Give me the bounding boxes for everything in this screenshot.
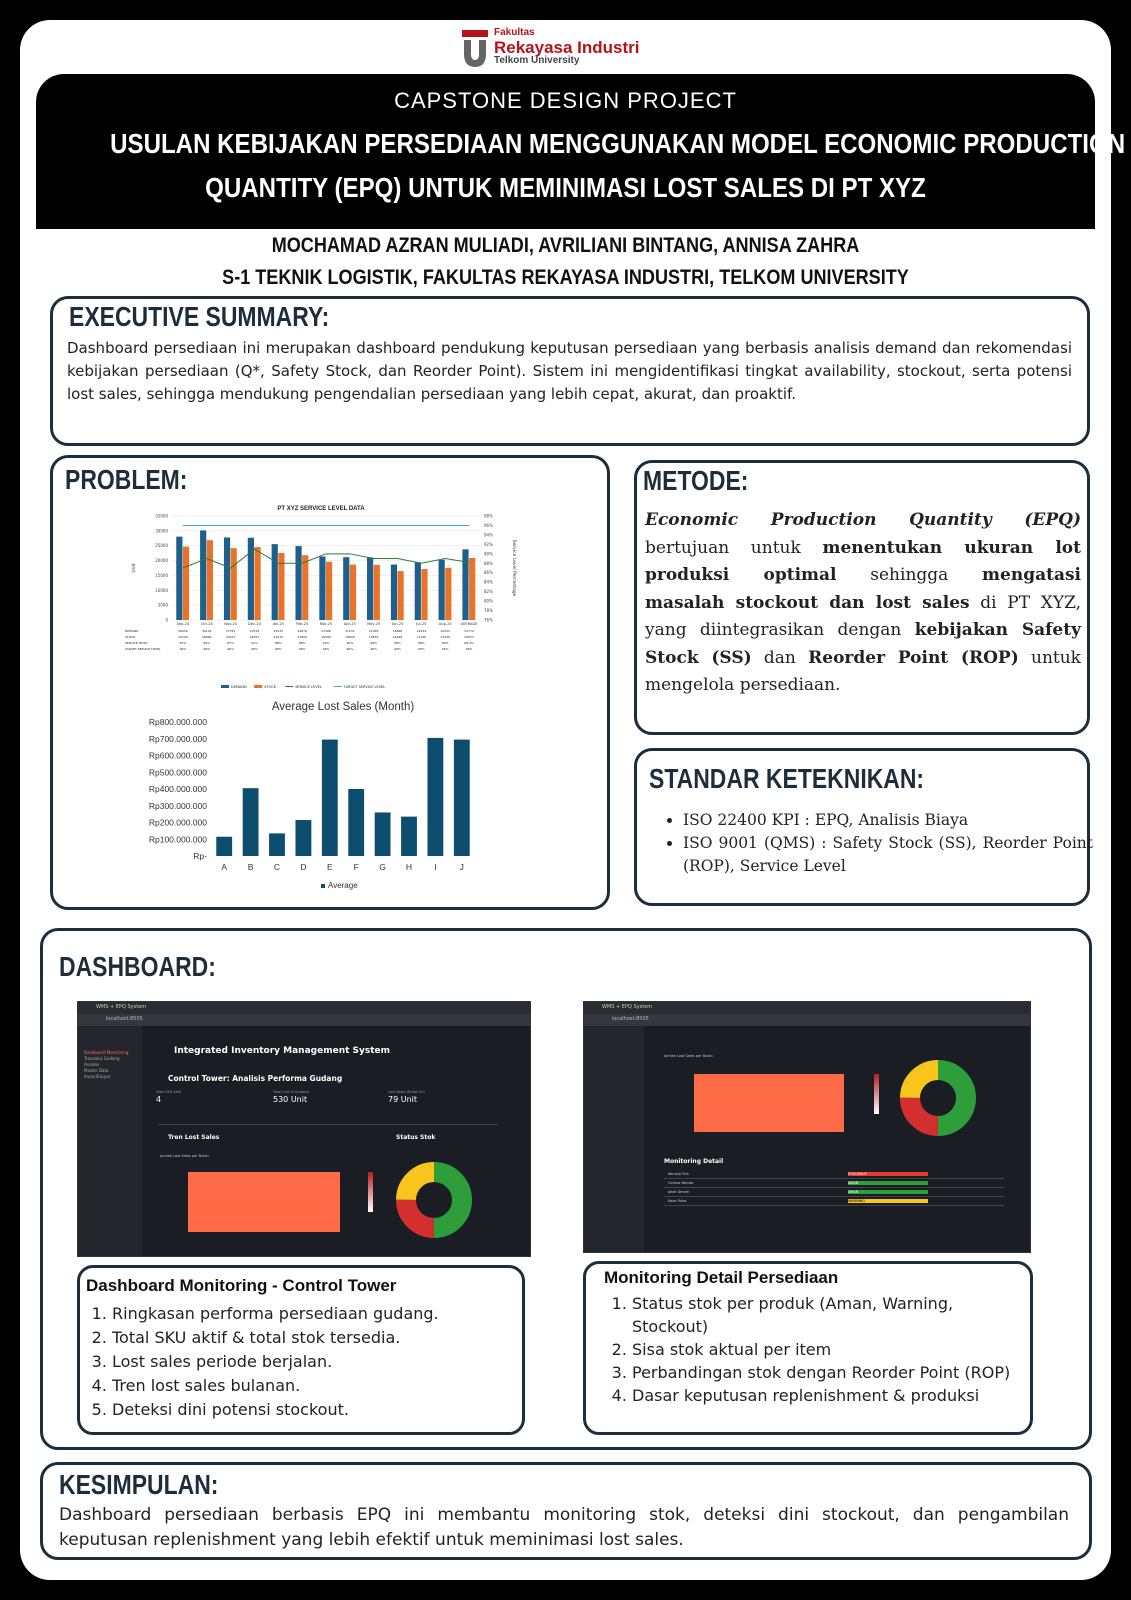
telkom-logo-icon — [460, 28, 490, 68]
table-cell: 23774 — [464, 629, 474, 633]
status-title: Status Stok — [396, 1134, 436, 1141]
status-donut — [394, 1160, 474, 1240]
caption-list — [600, 1292, 1022, 1407]
table-cell: 19599 — [321, 635, 331, 639]
metode-text — [645, 507, 1081, 700]
caption-title: Dashboard Monitoring - Control Tower — [86, 1276, 397, 1295]
bar-average — [401, 817, 417, 856]
legend-label: Average — [328, 881, 358, 890]
table-cell: 21132 — [345, 629, 355, 633]
table-cell: 24709 — [178, 635, 188, 639]
bar-average — [322, 740, 338, 856]
legend-swatch — [254, 685, 262, 688]
table-row-label: TARGET SERVICE LEVEL — [125, 647, 161, 651]
x-tick-label: C — [273, 862, 281, 872]
metode-t2: bertujuan untuk — [645, 537, 823, 558]
standar-heading: STANDAR KETEKNIKAN: — [649, 763, 925, 794]
bar-demand — [176, 537, 182, 620]
detail-table — [664, 1170, 1004, 1206]
colorbar — [874, 1074, 879, 1114]
bar-demand — [272, 544, 278, 620]
status-cell: AMAN — [848, 1181, 928, 1185]
table-cell: 96% — [251, 647, 258, 651]
x-tick-label: E — [326, 862, 333, 872]
metode-epq: Economic Production Quantity (EPQ) — [645, 510, 1081, 530]
status-cell: AMAN — [848, 1190, 928, 1194]
colorbar — [368, 1172, 373, 1212]
bar-stock — [207, 540, 213, 620]
authors: MOCHAMAD AZRAN MULIADI, AVRILIANI BINTANG, ANNISA ZAHRA — [271, 234, 860, 257]
table-cell: 96% — [370, 647, 378, 651]
bar-stock — [469, 558, 475, 620]
table-row — [664, 1170, 1004, 1179]
y2-tick-label: 76% — [484, 617, 493, 623]
project-title-line1: USULAN KEBIJAKAN PERSEDIAAN MENGGUNAKAN MODEL ECONOMIC PRODUCTION — [110, 128, 1126, 159]
table-cell: 96% — [203, 647, 211, 651]
browser-addressbar — [78, 1014, 530, 1026]
chart-title: Jumlah Lost Sales per Bulan — [664, 1054, 713, 1058]
bar-stock — [421, 569, 427, 620]
y2-tick-label: 98% — [484, 513, 493, 519]
table-cell: 25533 — [273, 629, 284, 633]
metode-t3: menentukan ukuran lot produksi optimal — [645, 537, 1081, 585]
bar-stock — [183, 547, 189, 620]
x-tick-label: D — [300, 862, 307, 872]
y-tick-label: 25000 — [155, 543, 168, 549]
legend-label: DEMAND — [231, 685, 247, 689]
y2-tick-label: 84% — [484, 579, 493, 585]
metode-t9: Reorder Point (ROP) — [808, 647, 1019, 668]
y-tick-label: 10000 — [155, 587, 168, 593]
table-cell: 18555 — [368, 635, 379, 639]
chart-title: Average Lost Sales (Month) — [271, 701, 415, 713]
table-cell: 26865 — [201, 635, 212, 639]
legend-label: TARGET SERVICE LEVEL — [343, 685, 386, 689]
standar-list — [663, 809, 1093, 878]
x-tick-label: A — [221, 862, 228, 872]
bar-average — [295, 820, 311, 856]
x-tick-label: Jul-25 — [416, 622, 427, 626]
table-cell: 19434 — [416, 629, 427, 633]
sidebar-item[interactable]: Dashboard Monitoring — [84, 1050, 129, 1055]
bar-demand — [295, 546, 301, 620]
y-tick-label: Rp500.000.000 — [148, 767, 207, 778]
app-title: Integrated Inventory Management System — [174, 1046, 391, 1056]
trend-title: Tren Lost Sales — [168, 1134, 220, 1141]
table-row — [664, 1197, 1004, 1206]
dashboard-screenshot-left — [77, 1001, 531, 1257]
x-tick-label: Nov-24 — [224, 622, 238, 626]
standar-item: • ISO 9001 (QMS) : Safety Stock (SS), Reorder Point (ROP), Service Level — [683, 832, 1093, 878]
table-cell: 89% — [203, 641, 211, 645]
metode-t5: mengatasi masalah stockout dan lost sales — [645, 565, 1082, 613]
y2-tick-label: 82% — [484, 589, 493, 595]
bar-stock — [350, 565, 356, 620]
kpi-value: 530 Unit — [273, 1095, 308, 1104]
kesimpulan-text: Dashboard persediaan berbasis EPQ ini membantu monitoring stok, deteksi dini stockout, dan pengambilan keputusan replenishment yang lebih efektif untuk meminimasi lost sales. — [59, 1505, 1069, 1550]
y-tick-label: 15000 — [155, 572, 168, 578]
browser-tab: WMS + EPQ System — [96, 1004, 147, 1010]
table-cell: 18648 — [345, 635, 355, 639]
executive-summary-box — [50, 296, 1090, 446]
table-cell: 96% — [298, 647, 306, 651]
lost-sales-bar — [694, 1074, 844, 1132]
metode-heading: METODE: — [643, 465, 749, 496]
app-section-title: Control Tower: Analisis Performa Gudang — [168, 1074, 343, 1083]
x-tick-label: May-25 — [367, 622, 381, 626]
bar-stock — [231, 548, 237, 620]
x-tick-label: Oct-24 — [200, 622, 213, 626]
dashboard-left-caption — [77, 1265, 525, 1435]
table-cell: 90% — [346, 641, 354, 645]
table-row-label: DEMAND — [125, 629, 139, 633]
browser-url: localhost:8505 — [612, 1016, 649, 1022]
bar-demand — [343, 557, 349, 620]
logo-line1: Fakultas — [494, 27, 535, 38]
detail-title: Monitoring Detail — [664, 1158, 724, 1165]
logo-line2: Rekayasa Industri — [494, 37, 640, 57]
table-cell: 21065 — [368, 629, 379, 633]
table-cell: 18666 — [392, 629, 403, 633]
metode-t10: untuk mengelola persediaan. — [645, 647, 1081, 695]
table-cell: 24879 — [297, 629, 307, 633]
lost-sales-chart — [145, 698, 485, 898]
x-tick-label: B — [247, 862, 254, 872]
browser-tab: WMS + EPQ System — [602, 1004, 653, 1010]
x-tick-label: Aug-25 — [438, 622, 452, 626]
logo-line3: Telkom University — [494, 55, 580, 67]
bar-demand — [367, 557, 373, 620]
table-cell: 91% — [251, 641, 258, 645]
metode-t8: dan — [751, 647, 809, 668]
bar-average — [216, 837, 232, 856]
table-cell: 17546 — [440, 635, 451, 639]
bar-stock — [302, 555, 308, 620]
standar-box — [634, 748, 1093, 906]
metode-t7: kebijakan Safety Stock (SS) — [645, 620, 1081, 668]
bar-demand — [391, 565, 397, 620]
table-cell: 88% — [418, 641, 425, 645]
status-cell: STOCKOUT — [848, 1172, 928, 1176]
table-cell: 88% — [298, 641, 306, 645]
x-tick-label: Apr-25 — [343, 622, 356, 626]
table-cell: 89% — [394, 641, 401, 645]
bar-demand — [319, 557, 325, 620]
x-tick-label: Feb-25 — [296, 622, 309, 626]
y-tick-label: Rp100.000.000 — [148, 834, 207, 845]
x-tick-label: H — [405, 862, 413, 872]
legend-label: SERVICE LEVEL — [295, 685, 322, 689]
dashboard-heading: DASHBOARD: — [59, 951, 216, 982]
browser-tabbar — [584, 1002, 1030, 1014]
bar-average — [348, 789, 364, 856]
bar-demand — [224, 537, 230, 620]
table-cell: 21368 — [321, 629, 331, 633]
x-tick-label: AVERAGE — [460, 622, 478, 626]
y-tick-label: 20000 — [155, 558, 168, 564]
y2-tick-label: 80% — [484, 598, 493, 604]
caption-item: 1. Ringkasan performa persediaan gudang. — [112, 1302, 522, 1326]
table-row — [664, 1188, 1004, 1197]
table-cell: 16448 — [392, 635, 403, 639]
chart-title: Jumlah Lost Sales per Bulan — [160, 1154, 209, 1158]
table-cell: 96% — [179, 647, 187, 651]
caption-item: 5. Deteksi dini potensi stockout. — [112, 1398, 522, 1422]
y-tick-label: Rp400.000.000 — [148, 784, 207, 794]
bar-average — [454, 740, 470, 856]
caption-item: 4. Dasar keputusan replenishment & produksi — [632, 1384, 1022, 1407]
kpi-label: Total Unit di Gudang — [273, 1090, 309, 1094]
y2-tick-label: 92% — [484, 541, 493, 547]
kpi-value: 79 Unit — [388, 1095, 418, 1104]
x-tick-label: Mar-25 — [319, 622, 333, 626]
browser-url: localhost:8505 — [106, 1016, 143, 1022]
executive-summary-heading: EXECUTIVE SUMMARY: — [69, 301, 330, 332]
table-row-label: STOCK — [125, 635, 136, 639]
x-tick-label: G — [379, 862, 386, 872]
x-tick-label: Jan-25 — [272, 622, 285, 626]
x-tick-label: Jun-25 — [391, 622, 404, 626]
table-cell: 21809 — [297, 635, 307, 639]
table-cell: 89% — [441, 641, 449, 645]
y-tick-label: 30000 — [155, 528, 168, 534]
table-cell: 96% — [227, 647, 234, 651]
bar-stock — [326, 562, 332, 620]
sidebar-item[interactable]: Transaksi Gudang — [84, 1056, 120, 1061]
table-cell: 96% — [394, 647, 401, 651]
browser-tabbar — [78, 1002, 530, 1014]
dashboard-right-caption — [583, 1261, 1033, 1435]
y-tick-label: 0 — [165, 617, 168, 623]
table-row-label: SERVICE LEVEL — [125, 641, 148, 645]
table-cell: 28056 — [178, 629, 188, 633]
browser-addressbar — [584, 1014, 1030, 1026]
service-level-chart — [121, 502, 521, 692]
sidebar-item[interactable]: Master Data — [84, 1068, 109, 1073]
status-cell: WARNING — [848, 1199, 928, 1203]
caption-item: 3. Perbandingan stok dengan Reorder Point (ROP) — [632, 1361, 1022, 1384]
metode-t6: di PT XYZ, yang diintegrasikan dengan — [645, 592, 1081, 640]
table-cell: Celana Wanita — [668, 1181, 694, 1185]
kesimpulan-box — [40, 1462, 1092, 1560]
y-tick-label: Rp600.000.000 — [148, 750, 207, 761]
table-cell: 27678 — [249, 629, 260, 633]
kpi-value: 4 — [156, 1095, 162, 1104]
y2-tick-label: 78% — [484, 608, 493, 614]
caption-title: Monitoring Detail Persediaan — [604, 1268, 839, 1287]
y-tick-label: Rp- — [193, 851, 207, 861]
y2-tick-label: 86% — [484, 570, 493, 576]
caption-item: 3. Lost sales periode berjalan. — [112, 1350, 522, 1374]
y2-tick-label: 88% — [484, 560, 493, 566]
bar-demand — [415, 562, 421, 620]
table-cell: 88,2% — [464, 641, 474, 645]
table-cell: Jaket Denim — [668, 1190, 690, 1194]
title-banner — [36, 74, 1126, 229]
table-cell: 20252 — [440, 629, 451, 633]
problem-heading: PROBLEM: — [65, 464, 188, 495]
table-cell: 20873 — [464, 635, 474, 639]
table-cell: 96% — [322, 647, 330, 651]
bar-average — [269, 833, 285, 856]
caption-item: 1. Status stok per produk (Aman, Warning, Stockout) — [632, 1292, 1022, 1338]
table-cell: 96% — [274, 647, 282, 651]
bar-stock — [445, 568, 451, 620]
divider — [158, 1124, 498, 1125]
table-cell: 22570 — [273, 635, 284, 639]
faculty-logo — [460, 28, 660, 70]
table-cell: 96% — [441, 647, 449, 651]
x-tick-label: Sep-24 — [176, 622, 190, 626]
table-cell: 96% — [465, 647, 473, 651]
dashboard-box — [40, 928, 1092, 1450]
caption-list — [80, 1302, 522, 1422]
table-cell: Kemeja Pria — [668, 1172, 689, 1176]
standar-item: • ISO 22400 KPI : EPQ, Analisis Biaya — [683, 809, 1093, 832]
kpi-label: Lost Sales (Bulan Ini) — [388, 1090, 425, 1094]
bar-demand — [200, 530, 206, 620]
y-axis-label: Unit — [132, 563, 137, 573]
sidebar-item[interactable]: Analisis — [84, 1062, 100, 1067]
y2-tick-label: 96% — [484, 522, 493, 528]
app-sidebar — [78, 1026, 142, 1256]
table-cell: 27781 — [225, 629, 236, 633]
caption-item: 2. Total SKU aktif & total stok tersedia. — [112, 1326, 522, 1350]
table-cell: 87% — [227, 641, 234, 645]
executive-summary-text: Dashboard persediaan ini merupakan dashboard pendukung keputusan persediaan yang berbasis analisis demand dan rekomendasi kebijakan persediaan (Q*, Safety Stock, dan Reorder Point). Sistem ini mengidentifikasi tingkat availability, stockout, serta potensi lost sales, sehingga mendukung pengendalian persediaan yang lebih cepat, akurat, dan proaktif. — [67, 339, 1072, 403]
status-donut — [898, 1058, 978, 1138]
bar-stock — [398, 571, 404, 620]
bar-demand — [439, 560, 445, 620]
y2-axis-label: Service Level Percentage — [511, 539, 516, 597]
x-tick-label: I — [434, 862, 437, 872]
project-title-line2: QUANTITY (EPQ) UNTUK MEMINIMASI LOST SALES DI PT XYZ — [205, 172, 926, 203]
bar-average — [243, 788, 259, 856]
y2-tick-label: 94% — [484, 532, 493, 538]
table-cell: 24552 — [249, 635, 260, 639]
table-cell: 96% — [418, 647, 425, 651]
x-tick-label: J — [459, 862, 464, 872]
kpi-label: Total SKU Aktif — [156, 1090, 182, 1094]
problem-box — [50, 455, 610, 910]
y2-tick-label: 90% — [484, 551, 493, 557]
x-tick-label: Dec-24 — [248, 622, 261, 626]
app-sidebar — [584, 1026, 644, 1252]
chart-title: PT XYZ SERVICE LEVEL DATA — [277, 506, 365, 512]
y-tick-label: 5000 — [157, 602, 168, 608]
table-cell: 88% — [274, 641, 282, 645]
sidebar-menu — [84, 1050, 142, 1080]
bar-average — [375, 812, 391, 856]
table-cell: Kaos Polos — [668, 1199, 687, 1203]
table-cell: 96% — [346, 647, 354, 651]
table-cell: 17166 — [416, 635, 427, 639]
legend-label: STOCK — [264, 685, 277, 689]
y-tick-label: Rp200.000.000 — [148, 817, 207, 828]
table-cell: 89% — [370, 641, 378, 645]
table-cell: 24167 — [225, 635, 236, 639]
bar-stock — [374, 565, 380, 620]
legend-swatch — [321, 884, 325, 888]
affiliation: S-1 TEKNIK LOGISTIK, FAKULTAS REKAYASA INDUSTRI, TELKOM UNIVERSITY — [222, 266, 909, 289]
table-cell: 87% — [179, 641, 187, 645]
dashboard-screenshot-right — [583, 1001, 1031, 1253]
y-tick-label: 35000 — [155, 513, 168, 519]
legend-swatch — [221, 685, 229, 688]
table-cell: 30144 — [201, 629, 212, 633]
y-tick-label: Rp700.000.000 — [148, 733, 207, 744]
table-cell: 90% — [322, 641, 330, 645]
bar-average — [427, 738, 443, 856]
bar-stock — [254, 547, 260, 620]
project-subtitle: CAPSTONE DESIGN PROJECT — [394, 88, 737, 113]
lost-sales-bar — [188, 1172, 340, 1232]
metode-box — [634, 460, 1090, 735]
y-tick-label: Rp800.000.000 — [148, 717, 207, 727]
sidebar-item[interactable]: Impor/Ekspor — [84, 1074, 111, 1079]
x-tick-label: F — [353, 862, 359, 872]
kesimpulan-heading: KESIMPULAN: — [59, 1469, 219, 1500]
bar-demand — [462, 549, 468, 620]
y-tick-label: Rp300.000.000 — [148, 800, 207, 811]
caption-item: 2. Sisa stok aktual per item — [632, 1338, 1022, 1361]
caption-item: 4. Tren lost sales bulanan. — [112, 1374, 522, 1398]
table-row — [664, 1179, 1004, 1188]
metode-t4: sehingga — [836, 565, 983, 585]
